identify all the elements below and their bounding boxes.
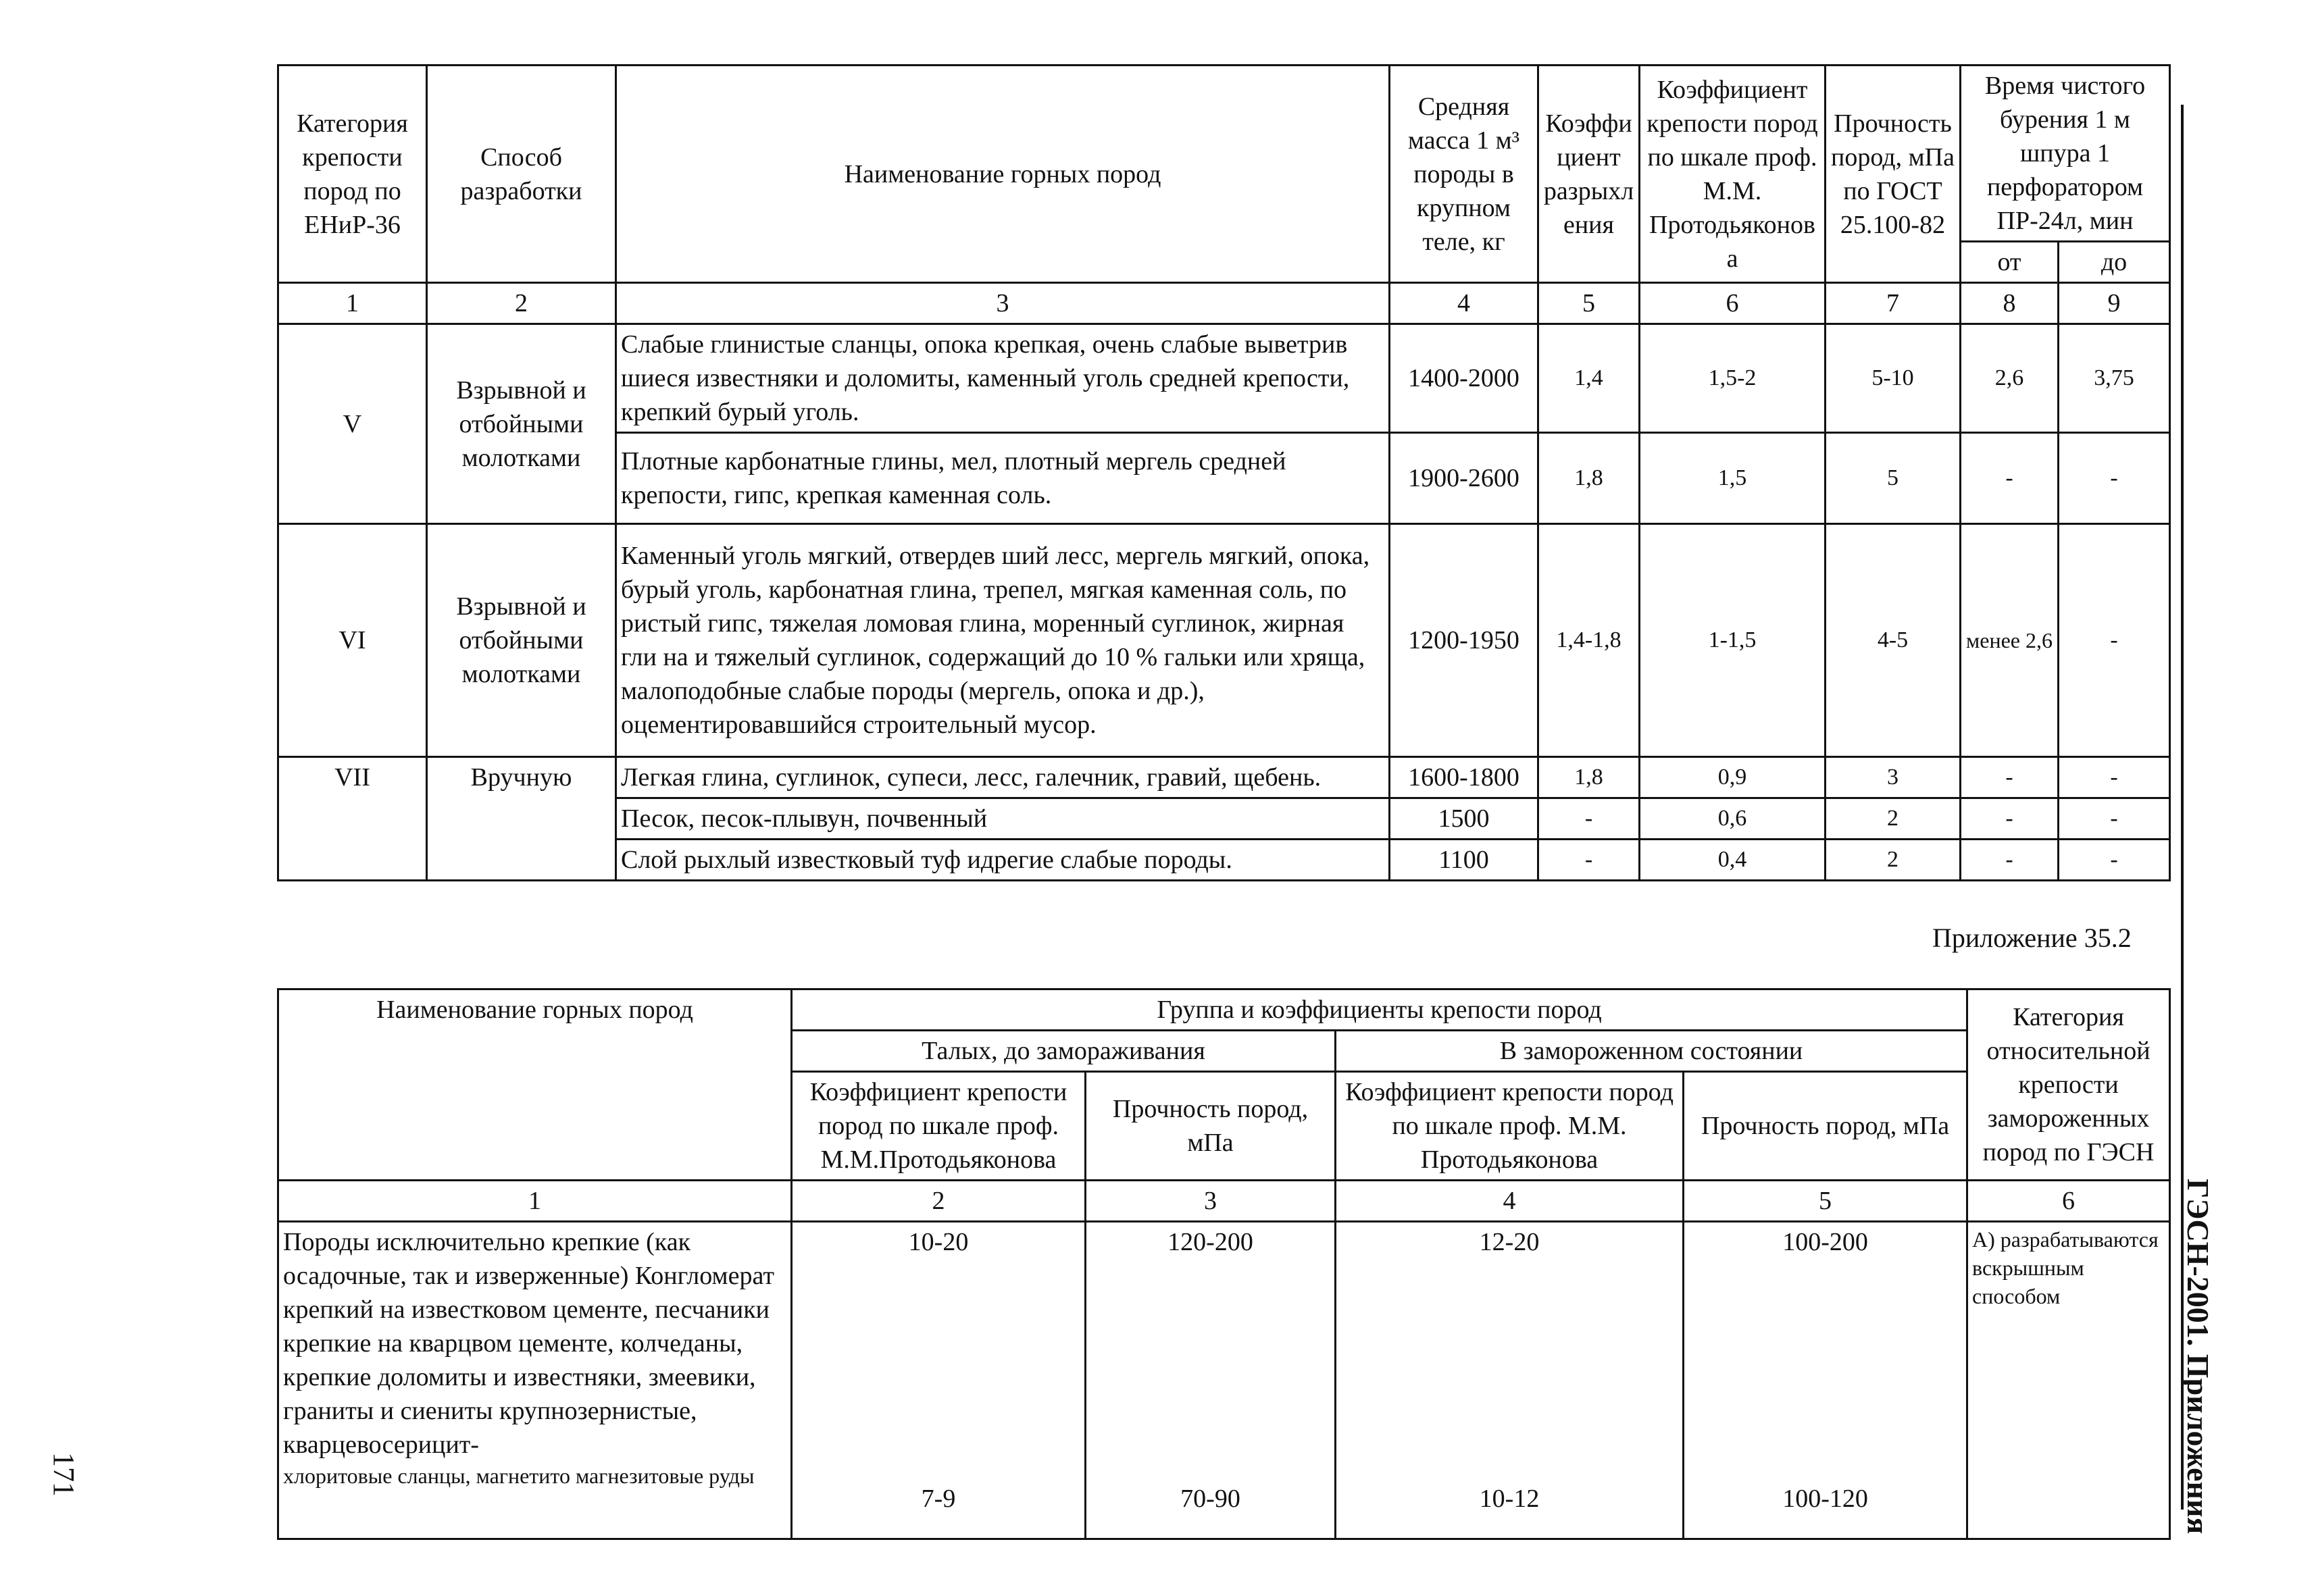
loosening-cell: 1,4 [1538, 324, 1640, 433]
rock-name-cell: Песок, песок-плывун, почвенный [616, 798, 1390, 840]
category-cell: V [278, 324, 427, 524]
rock-name-cell: Плотные карбонатные глины, мел, плотный мергель средней крепости, гипс, крепкая каменная соль. [616, 433, 1390, 524]
mass-cell: 1100 [1390, 840, 1538, 881]
header-method: Способ разработки [427, 66, 616, 283]
col-number: 9 [2059, 283, 2170, 324]
coef-cell: 1-1,5 [1640, 524, 1826, 757]
drill-to-cell: - [2059, 840, 2170, 881]
mass-cell: 1400-2000 [1390, 324, 1538, 433]
coef-cell: 0,4 [1640, 840, 1826, 881]
header-thawed: Талых, до замораживания [792, 1031, 1336, 1072]
drill-from-cell: 2,6 [1961, 324, 2059, 433]
appendix-caption: Приложение 35.2 [1932, 923, 2132, 953]
mass-cell: 1600-1800 [1390, 757, 1538, 798]
table-row [278, 757, 2170, 798]
header-strength-frozen: Прочность пород, мПа [1684, 1072, 1967, 1181]
col-number: 2 [427, 283, 616, 324]
col-number: 4 [1390, 283, 1538, 324]
col-number: 3 [616, 283, 1390, 324]
page-number: 171 [47, 1452, 80, 1497]
strength-cell: 5 [1826, 433, 1961, 524]
header-strength: Прочность пород, мПа по ГОСТ 25.100-82 [1826, 66, 1961, 283]
coef-frozen-value: 12-20 [1479, 1228, 1540, 1256]
method-cell: Вручную [427, 757, 616, 881]
drill-to-cell: - [2059, 757, 2170, 798]
strength-frozen-cell [1684, 1222, 1967, 1539]
mass-cell: 1200-1950 [1390, 524, 1538, 757]
col-number: 6 [1640, 283, 1826, 324]
coef-frozen-value: 10-12 [1479, 1485, 1540, 1513]
drill-from-cell: - [1961, 757, 2059, 798]
drill-to-cell: - [2059, 433, 2170, 524]
drill-from-cell: менее 2,6 [1961, 524, 2059, 757]
header-drill-from: от [1961, 242, 2059, 283]
rock-name-cell [278, 1222, 792, 1539]
loosening-cell: 1,8 [1538, 433, 1640, 524]
header-frozen-category: Категория относительной крепости замороженных пород по ГЭСН [1967, 989, 2170, 1181]
mass-cell: 1900-2600 [1390, 433, 1538, 524]
col-number: 8 [1961, 283, 2059, 324]
header-category: Категория крепости пород по ЕНиР-36 [278, 66, 427, 283]
rock-category-table [277, 64, 2171, 881]
header-rock-name: Наименование горных пород [278, 989, 792, 1181]
coef-thawed-value: 10-20 [908, 1228, 969, 1256]
table-row [278, 524, 2170, 757]
coef-cell: 1,5 [1640, 433, 1826, 524]
header-rock-name: Наименование горных пород [616, 66, 1390, 283]
col-number: 5 [1684, 1181, 1967, 1222]
table-row [278, 1222, 2170, 1539]
rock-name-part-a: Породы исключительно крепкие (как осадочные, так и изверженные) Конгломерат крепкий на известковом цементе, песчаники крепкие на кварцвом цементе, колчеданы, крепкие доломиты и известняки, змеевики, граниты и сиениты крупнозернистые, кварцевосерицит- [283, 1228, 774, 1459]
column-numbers-row [278, 283, 2170, 324]
header-coef-frozen: Коэффициент крепости пород по шкале проф. М.М. Протодьяконова [1336, 1072, 1684, 1181]
header-loosening: Коэффи циент разрыхл ения [1538, 66, 1640, 283]
coef-cell: 0,9 [1640, 757, 1826, 798]
strength-thawed-cell [1086, 1222, 1336, 1539]
loosening-cell: 1,4-1,8 [1538, 524, 1640, 757]
col-number: 7 [1826, 283, 1961, 324]
strength-cell: 5-10 [1826, 324, 1961, 433]
strength-thawed-value: 70-90 [1180, 1485, 1240, 1513]
col-number: 5 [1538, 283, 1640, 324]
loosening-cell: 1,8 [1538, 757, 1640, 798]
loosening-cell: - [1538, 840, 1640, 881]
strength-cell: 4-5 [1826, 524, 1961, 757]
table-row [278, 324, 2170, 433]
running-header: ГЭСН-2001. Приложения [2181, 1179, 2215, 1535]
coef-thawed-value: 7-9 [921, 1485, 956, 1513]
coef-frozen-cell [1336, 1222, 1684, 1539]
coef-thawed-cell [792, 1222, 1086, 1539]
strength-cell: 3 [1826, 757, 1961, 798]
category-cell: VII [278, 757, 427, 881]
strength-frozen-value: 100-200 [1782, 1228, 1868, 1256]
strength-frozen-value: 100-120 [1782, 1485, 1868, 1513]
method-cell: Взрывной и отбойными молотками [427, 524, 616, 757]
coef-cell: 0,6 [1640, 798, 1826, 840]
rock-name-cell: Каменный уголь мягкий, отвердев ший лесс, мергель мягкий, опока, бурый уголь, карбонатная глина, трепел, мягкая каменная соль, по ристый гипс, тяжелая ломовая глина, моренный суглинок, жирная гли на и тяжелый суглинок, содержащий до 10 % гальки или хряща, малоподобные слабые породы (мергель, опока и др.), оцементировавшийся строительный мусор. [616, 524, 1390, 757]
strength-cell: 2 [1826, 798, 1961, 840]
col-number: 3 [1086, 1181, 1336, 1222]
header-frozen: В замороженном состоянии [1336, 1031, 1967, 1072]
header-drill-to: до [2059, 242, 2170, 283]
method-cell: Взрывной и отбойными молотками [427, 324, 616, 524]
col-number: 1 [278, 1181, 792, 1222]
rock-name-cell: Слабые глинистые сланцы, опока крепкая, очень слабые выветрив шиеся известняки и доломиты, каменный уголь средней крепости, крепкий бурый уголь. [616, 324, 1390, 433]
strength-cell: 2 [1826, 840, 1961, 881]
drill-to-cell: - [2059, 798, 2170, 840]
coef-cell: 1,5-2 [1640, 324, 1826, 433]
drill-to-cell: - [2059, 524, 2170, 757]
rock-name-cell: Слой рыхлый известковый туф идрегие слабые породы. [616, 840, 1390, 881]
col-number: 2 [792, 1181, 1086, 1222]
drill-from-cell: - [1961, 798, 2059, 840]
header-mass: Средняя масса 1 м³ породы в крупном теле, кг [1390, 66, 1538, 283]
strength-thawed-value: 120-200 [1167, 1228, 1253, 1256]
drill-from-cell: - [1961, 433, 2059, 524]
drill-to-cell: 3,75 [2059, 324, 2170, 433]
category-cell: VI [278, 524, 427, 757]
loosening-cell: - [1538, 798, 1640, 840]
column-numbers-row [278, 1181, 2170, 1222]
col-number: 6 [1967, 1181, 2170, 1222]
header-drill-time: Время чистого бурения 1 м шпура 1 перфоратором ПР-24л, мин [1961, 66, 2170, 242]
header-group: Группа и коэффициенты крепости пород [792, 989, 1967, 1031]
header-coef: Коэффициент крепости пород по шкале проф. М.М. Протодьяконов а [1640, 66, 1826, 283]
col-number: 4 [1336, 1181, 1684, 1222]
col-number: 1 [278, 283, 427, 324]
rock-name-cell: Легкая глина, суглинок, супеси, лесс, галечник, гравий, щебень. [616, 757, 1390, 798]
frozen-rock-table [277, 988, 2171, 1540]
drill-from-cell: - [1961, 840, 2059, 881]
frozen-category-cell: А) разрабатываются вскрышным способом [1967, 1222, 2170, 1539]
header-strength-thawed: Прочность пород, мПа [1086, 1072, 1336, 1181]
header-coef-thawed: Коэффициент крепости пород по шкале проф. М.М.Протодьяконова [792, 1072, 1086, 1181]
rock-name-part-b: хлоритовые сланцы, магнетито магнезитовые руды [283, 1464, 755, 1488]
mass-cell: 1500 [1390, 798, 1538, 840]
